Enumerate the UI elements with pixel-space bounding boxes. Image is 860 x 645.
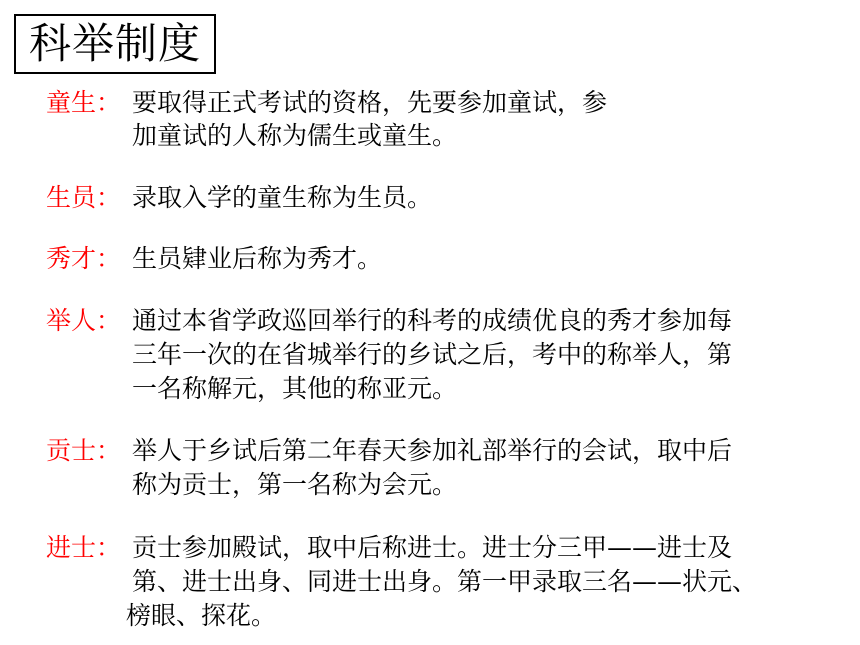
term-label: 举人： [46, 306, 122, 335]
entry-line: 贡士参加殿试，取中后称进士。进士分三甲——进士及 [132, 533, 733, 562]
term-label: 童生： [46, 88, 122, 117]
entry-line: 榜眼、探花。 [126, 601, 277, 630]
entry-line: 举人于乡试后第二年春天参加礼部举行的会试，取中后 [132, 436, 733, 465]
entry-line: 要取得正式考试的资格，先要参加童试，参 [132, 88, 608, 117]
entry-line: 生员肄业后称为秀才。 [132, 244, 383, 273]
title-box [14, 14, 216, 74]
term-label: 生员： [46, 183, 122, 212]
page-title: 科举制度 [28, 19, 201, 68]
term-label: 秀才： [46, 244, 122, 273]
entry-line: 三年一次的在省城举行的乡试之后，考中的称举人，第 [132, 340, 733, 369]
entry-line: 通过本省学政巡回举行的科考的成绩优良的秀才参加每 [132, 306, 733, 335]
entry-line: 加童试的人称为儒生或童生。 [132, 121, 458, 150]
entry-line: 一名称解元，其他的称亚元。 [132, 374, 458, 403]
entry-line: 称为贡士，第一名称为会元。 [132, 470, 458, 499]
entry-line: 第、进士出身、同进士出身。第一甲录取三名——状元、 [132, 567, 758, 596]
term-label: 贡士： [46, 436, 122, 465]
entry-line: 录取入学的童生称为生员。 [132, 183, 433, 212]
term-label: 进士： [46, 533, 122, 562]
